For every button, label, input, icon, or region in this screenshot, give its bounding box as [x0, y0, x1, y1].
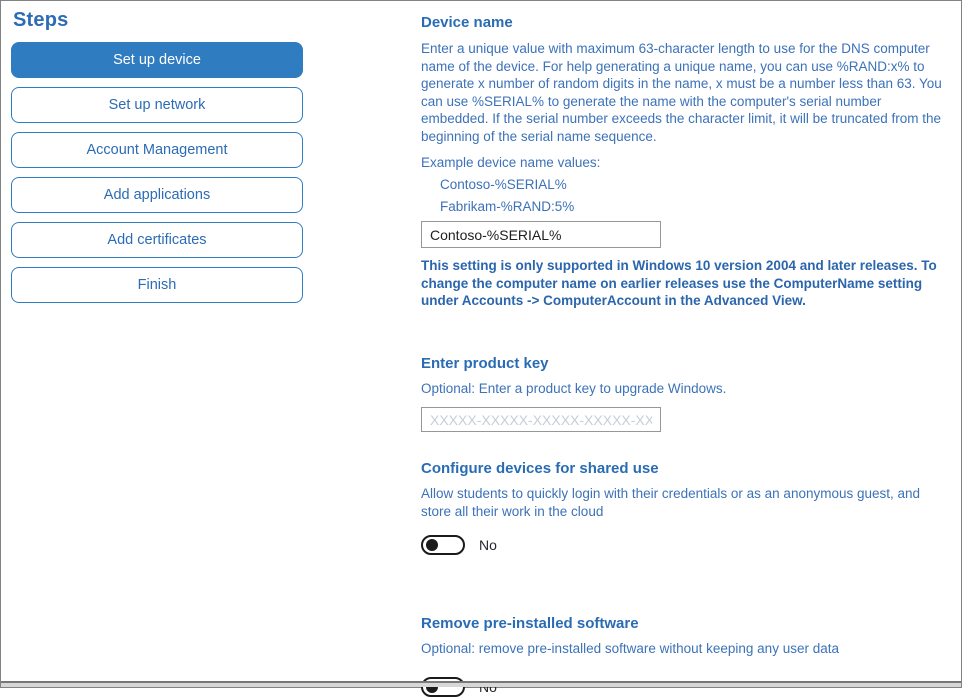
shared-use-toggle[interactable] — [421, 535, 465, 555]
sidebar-item-set-up-network[interactable]: Set up network — [11, 87, 303, 123]
sidebar-item-add-certificates[interactable]: Add certificates — [11, 222, 303, 258]
settings-panel — [421, 14, 947, 697]
product-key-heading: Enter product key — [421, 354, 549, 372]
device-name-input[interactable] — [421, 221, 661, 248]
remove-software-heading: Remove pre-installed software — [421, 615, 639, 632]
sidebar-title: Steps — [13, 9, 69, 31]
steps-sidebar — [11, 9, 303, 303]
example-value-contoso: Contoso-%SERIAL% — [440, 177, 567, 192]
window-bottom-edge — [1, 681, 961, 687]
shared-use-heading: Configure devices for shared use — [421, 460, 659, 477]
device-name-heading: Device name — [421, 14, 513, 31]
sidebar-item-set-up-device[interactable]: Set up device — [11, 42, 303, 78]
product-key-input[interactable] — [421, 407, 661, 432]
step-list — [11, 42, 303, 303]
sidebar-item-account-management[interactable]: Account Management — [11, 132, 303, 168]
device-name-note: This setting is only supported in Windows 10 version 2004 and later releases. To change the computer name on earlier releases use the ComputerName setting under Accounts -> ComputerAccount in the Advanced View. — [421, 258, 937, 308]
example-values-label: Example device name values: — [421, 155, 601, 170]
sidebar-item-add-applications[interactable]: Add applications — [11, 177, 303, 213]
shared-use-description: Allow students to quickly login with their credentials or as an anonymous guest, and store all their work in the cloud — [421, 486, 921, 519]
device-name-description: Enter a unique value with maximum 63-character length to use for the DNS computer name of the device. For help generating a unique name, you can use %RAND:x% to generate x number of random digits in the name, x must be a number less than 63. You can use %SERIAL% to generate the name with the computer's serial number embedded. If the serial number exceeds the character limit, it will be truncated from the beginning of the serial name sequence. — [421, 41, 942, 144]
remove-software-description: Optional: remove pre-installed software without keeping any user data — [421, 641, 839, 656]
shared-use-toggle-row — [421, 535, 947, 555]
sidebar-item-finish[interactable]: Finish — [11, 267, 303, 303]
shared-use-section — [421, 460, 947, 555]
example-value-fabrikam: Fabrikam-%RAND:5% — [440, 199, 575, 214]
product-key-section — [421, 355, 947, 433]
shared-use-toggle-label: No — [479, 537, 497, 553]
device-name-section — [421, 14, 947, 310]
toggle-knob — [426, 539, 438, 551]
product-key-description: Optional: Enter a product key to upgrade Windows. — [421, 380, 727, 396]
